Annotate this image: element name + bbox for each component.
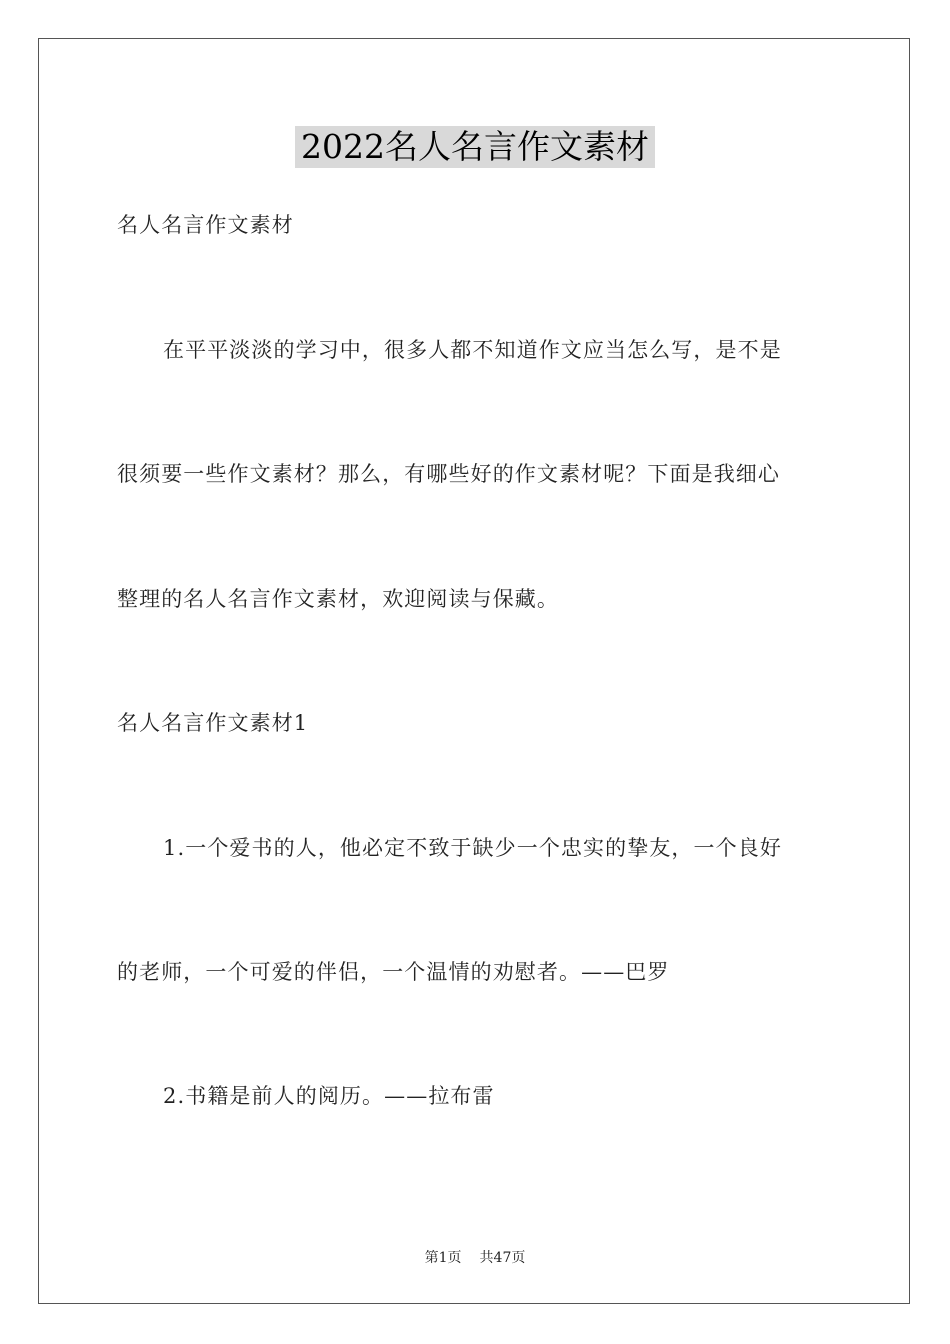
page-footer	[0, 1247, 950, 1267]
section-heading: 名人名言作文素材	[117, 213, 294, 237]
paragraph-line: 整理的名人名言作文素材，欢迎阅读与保藏。	[117, 587, 559, 611]
paragraph-line: 在平平淡淡的学习中，很多人都不知道作文应当怎么写，是不是	[163, 338, 782, 362]
page-total: 共47页	[479, 1250, 526, 1266]
quote-line: 1.一个爱书的人，他必定不致于缺少一个忠实的挚友，一个良好	[163, 836, 782, 860]
quote-line: 2.书籍是前人的阅历。——拉布雷	[163, 1084, 495, 1108]
quote-line: 的老师，一个可爱的伴侣，一个温情的劝慰者。——巴罗	[117, 960, 670, 984]
section-heading: 名人名言作文素材1	[117, 711, 309, 735]
paragraph-line: 很须要一些作文素材？那么，有哪些好的作文素材呢？下面是我细心	[117, 462, 780, 486]
document-title: 2022名人名言作文素材	[295, 126, 655, 168]
page-number: 第1页	[424, 1250, 462, 1266]
